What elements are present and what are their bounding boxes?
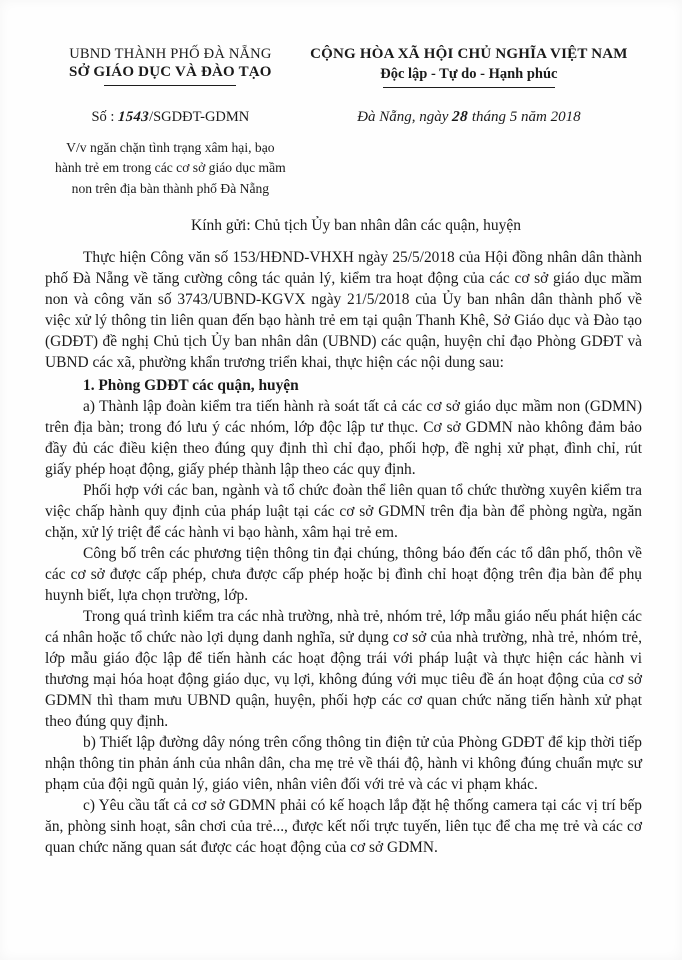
paragraph-b: b) Thiết lập đường dây nóng trên cổng thông tin điện tử của Phòng GDĐT để kịp thời tiếp nhận thông tin phản ánh của nhân dân, cha mẹ trẻ về thái độ, hành vi không đúng chuẩn mực sư phạm của đội ngũ quản lý, giáo viên, nhân viên đối với trẻ và các vi phạm khác. [45, 734, 642, 794]
paragraph-announcement: Công bố trên các phương tiện thông tin đại chúng, thông báo đến các tổ dân phố, thôn về các cơ sở được cấp phép, chưa được cấp phép hoặc bị đình chỉ hoạt động trên địa bàn để phụ huynh biết, lựa chọn trường, lớp. [45, 545, 642, 605]
handwritten-day: 28 [451, 109, 469, 125]
date-suffix: tháng 5 năm 2018 [468, 109, 581, 125]
issuing-agency-block [45, 46, 296, 88]
agency-underline [104, 85, 236, 86]
agency-parent-name: UBND THÀNH PHỐ ĐÀ NẴNG [69, 46, 272, 62]
paragraph-c: c) Yêu cầu tất cả cơ sở GDMN phải có kế hoạch lắp đặt hệ thống camera tại các vị trí bếp ăn, phòng sinh hoạt, sân chơi của trẻ..., được kết nối trực tuyến, liên tục để cha mẹ trẻ và các cơ quan chức năng quan sát được các hoạt động của cơ sở GDMN. [45, 797, 642, 857]
national-motto: Độc lập - Tự do - Hạnh phúc [380, 66, 558, 82]
meta-row [45, 109, 642, 199]
document-body [45, 247, 642, 858]
motto-underline [383, 87, 555, 88]
document-number-suffix: /SGDĐT-GDMN [149, 109, 250, 125]
handwritten-number: 1543 [117, 109, 150, 125]
document-header [45, 46, 642, 88]
paragraph-coordination: Phối hợp với các ban, ngành và tổ chức đoàn thể liên quan tổ chức thường xuyên kiểm tra việc chấp hành quy định của pháp luật tại các cơ sở GDMN trên địa bàn để phòng ngừa, ngăn chặn, xử lý triệt để các hành vi bạo hành, xâm hại trẻ em. [45, 482, 642, 542]
agency-name: SỞ GIÁO DỤC VÀ ĐÀO TẠO [69, 64, 272, 80]
document-number-prefix: Số : [91, 109, 119, 125]
meta-right-column [296, 109, 642, 199]
meta-left-column [45, 109, 296, 199]
place-date-line [296, 109, 642, 126]
paragraph-intro: Thực hiện Công văn số 153/HĐND-VHXH ngày 25/5/2018 của Hội đồng nhân dân thành phố Đà Nẵng về tăng cường công tác quản lý, kiểm tra hoạt động của các cơ sở giáo dục mầm non và công văn số 3743/UBND-KGVX ngày 21/5/2018 của Ủy ban nhân dân thành phố về việc xử lý thông tin liên quan đến bạo hành trẻ em tại quận Thanh Khê, Sở Giáo dục và Đào tạo (GDĐT) đề nghị Chủ tịch Ủy ban nhân dân (UBND) các quận, huyện chỉ đạo Phòng GDĐT và UBND các xã, phường khẩn trương triển khai, thực hiện các nội dung sau: [45, 249, 642, 372]
document-subject: V/v ngăn chặn tình trạng xâm hại, bạo hành trẻ em trong các cơ sở giáo dục mầm non trên địa bàn thành phố Đà Nẵng [55, 140, 286, 196]
national-title: CỘNG HÒA XÃ HỘI CHỦ NGHĨA VIỆT NAM [310, 46, 628, 62]
section-heading-1: 1. Phòng GDĐT các quận, huyện [83, 377, 299, 395]
paragraph-inspection: Trong quá trình kiểm tra các nhà trường, nhà trẻ, nhóm trẻ, lớp mẫu giáo nếu phát hiện các cá nhân hoặc tổ chức nào lợi dụng danh nghĩa, sử dụng cơ sở của nhà trường, nhà trẻ, nhóm trẻ, lớp mẫu giáo độc lập để tiến hành các hoạt động trái với pháp luật và thực hiện các hành vi thương mại hóa hoạt động giáo dục, vụ lợi, không đúng với mục tiêu đề án hoạt động của cơ sở GDMN thì tham mưu UBND quận, huyện, phối hợp các cơ quan chức năng tiến hành xử phạt theo đúng quy định. [45, 608, 642, 731]
date-prefix: Đà Nẵng, ngày [357, 109, 453, 125]
paragraph-a: a) Thành lập đoàn kiểm tra tiến hành rà soát tất cả các cơ sở giáo dục mầm non (GDMN) trên địa bàn; trong đó lưu ý các nhóm, lớp độc lập tư thục. Cơ sở GDMN nào không đảm bảo đầy đủ các điều kiện theo đúng quy định thì chỉ đạo, phối hợp, đề nghị xử phạt, đình chỉ, rút giấy phép hoạt động, giấy phép thành lập theo các quy định. [45, 398, 642, 479]
national-motto-block [296, 46, 642, 88]
recipient-line: Kính gửi: Chủ tịch Ủy ban nhân dân các quận, huyện [191, 217, 521, 235]
document-number [45, 109, 296, 126]
